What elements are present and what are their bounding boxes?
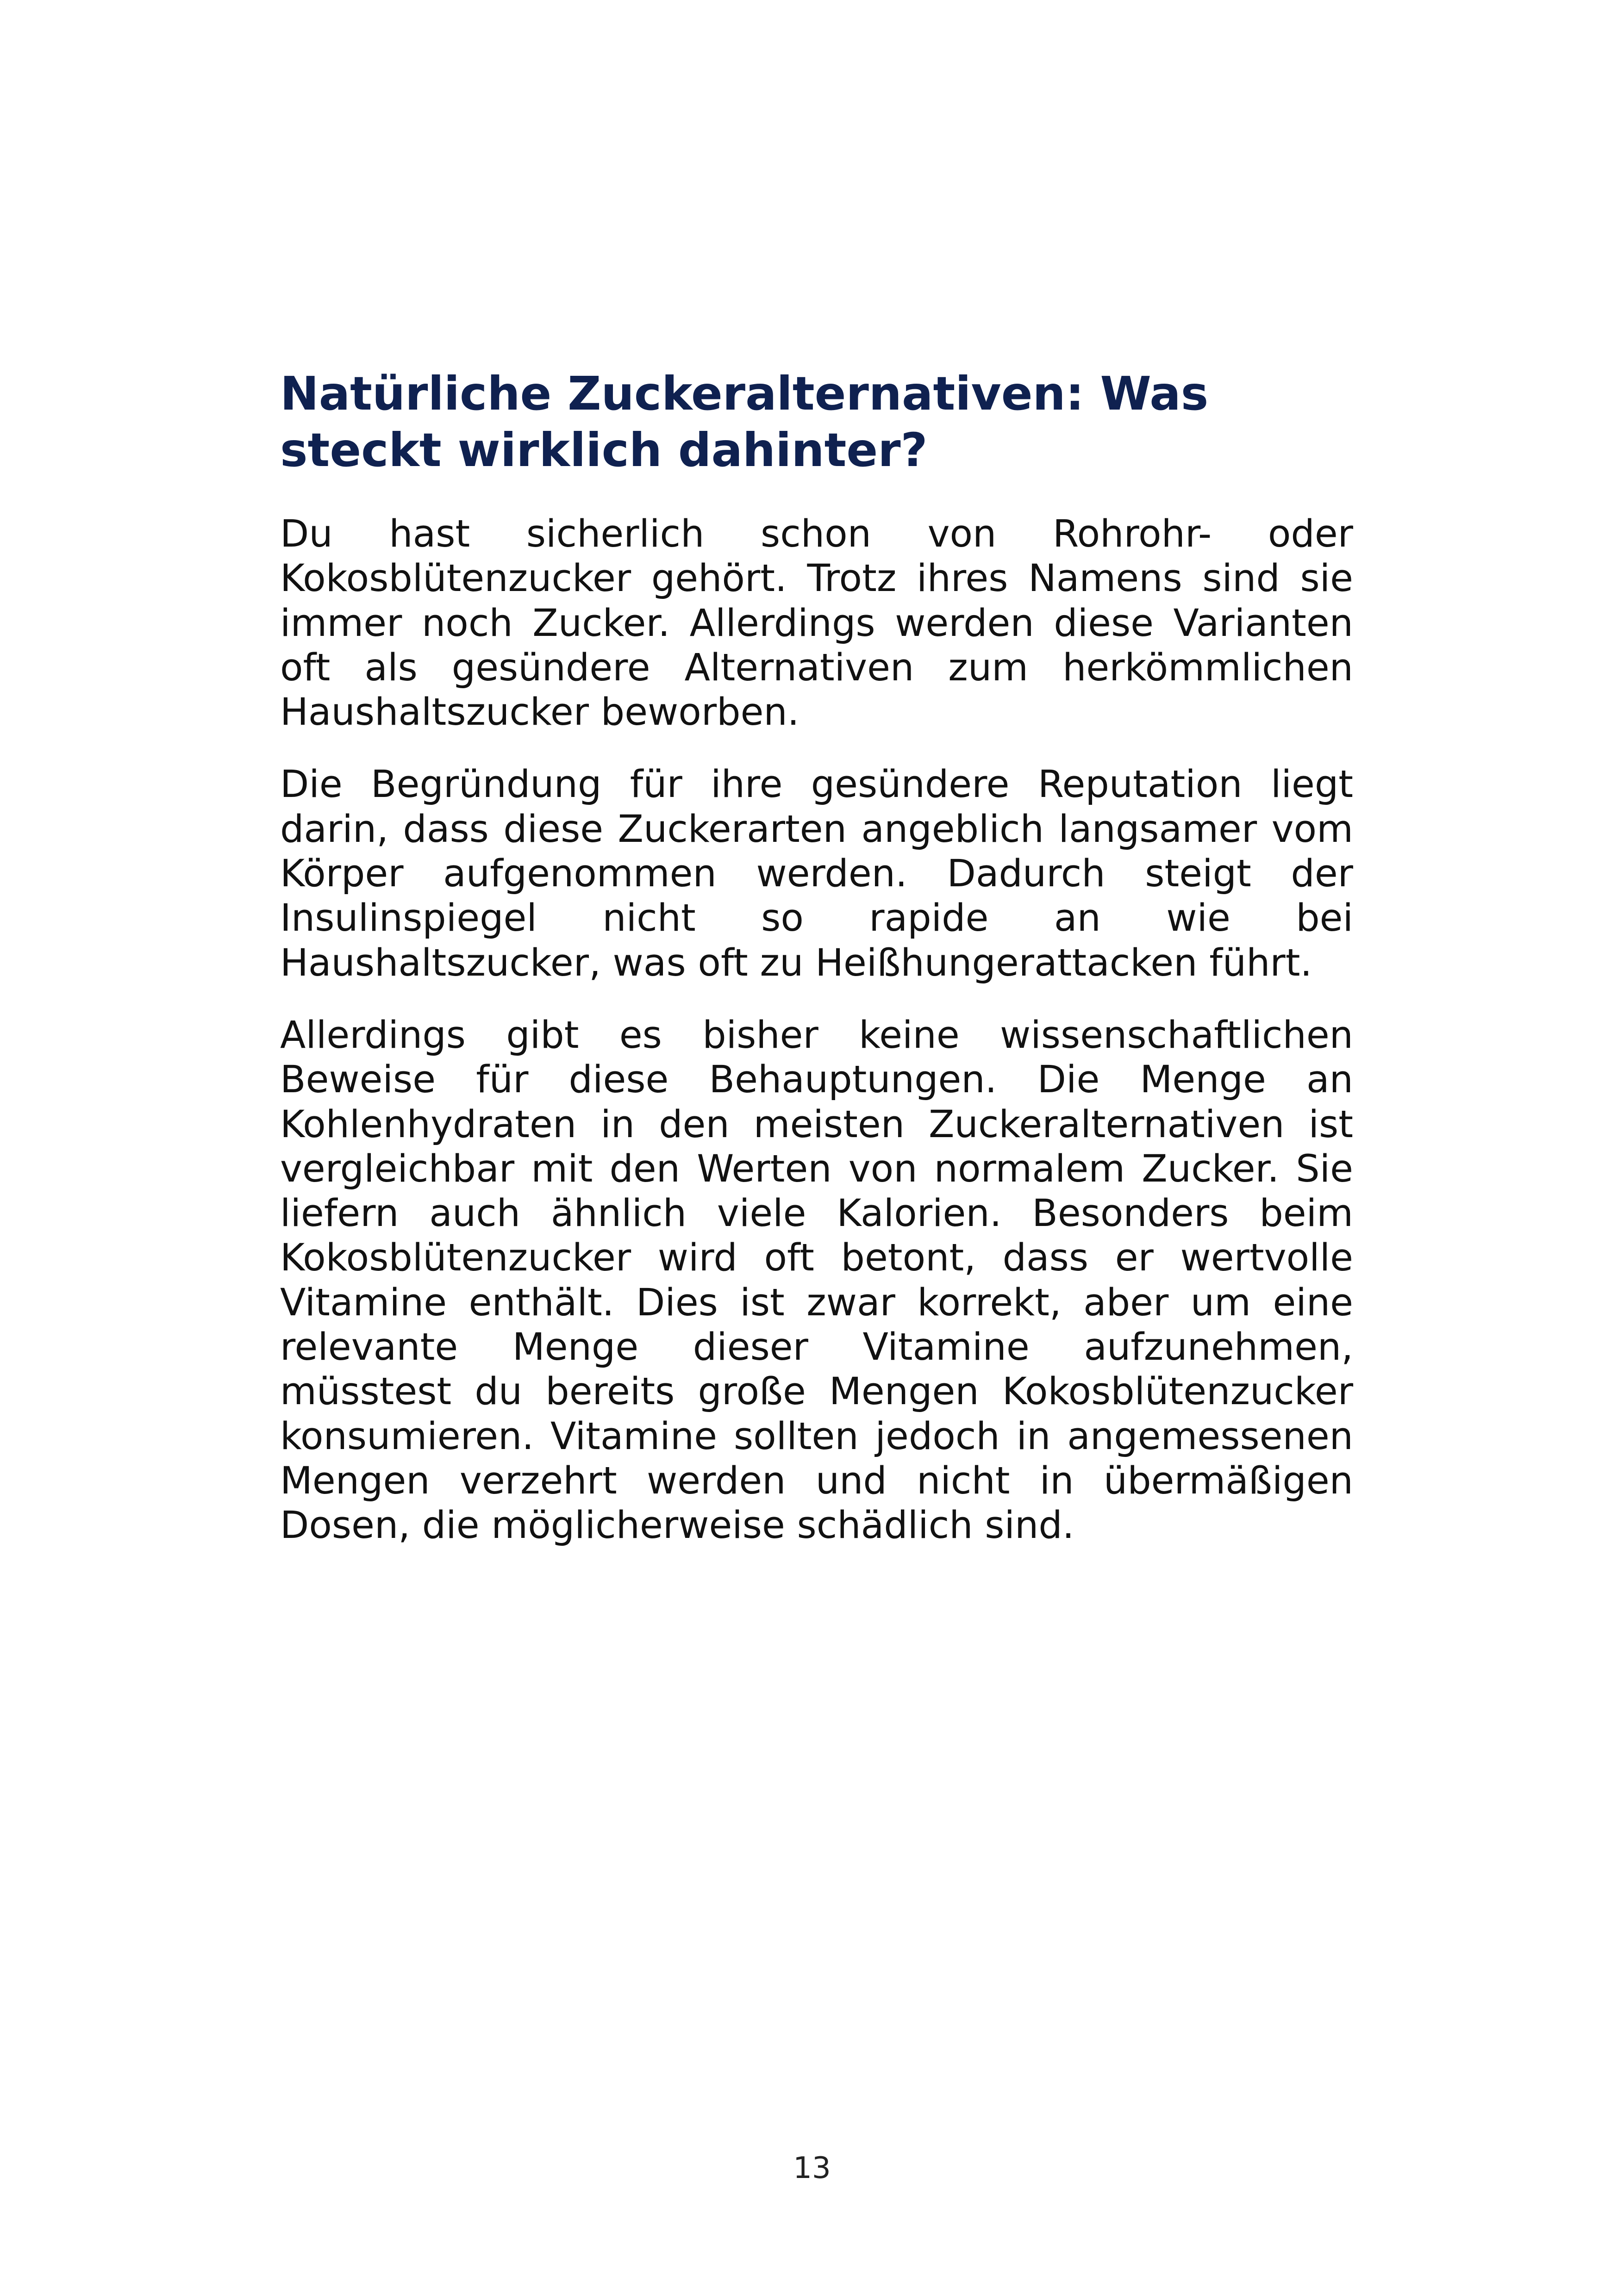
paragraph-1: Du hast sicherlich schon von Rohrohr- oder Kokosblütenzucker gehört. Trotz ihres Namens sind sie immer noch Zucker. Allerdings werden diese Varianten oft als gesündere Alternativen zum herkömmlichen Haushaltszucker beworben. — [280, 512, 1353, 734]
page-number: 13 — [793, 2151, 831, 2185]
paragraph-3: Allerdings gibt es bisher keine wissenschaftlichen Beweise für diese Behauptungen. Die Menge an Kohlenhydraten in den meisten Zuckeralternativen ist vergleichbar mit den Werten von normalem Zucker. Sie liefern auch ähnlich viele Kalorien. Besonders beim Kokosblütenzucker wird oft betont, dass er wertvolle Vitamine enthält. Dies ist zwar korrekt, aber um eine relevante Menge dieser Vitamine aufzunehmen, müsstest du bereits große Mengen Kokosblütenzucker konsumieren. Vitamine sollten jedoch in angemessenen Mengen verzehrt werden und nicht in übermäßigen Dosen, die möglicherweise schädlich sind. — [280, 1013, 1353, 1548]
page-title: Natürliche Zuckeralternativen: Was steckt wirklich dahinter? — [280, 367, 1209, 477]
page-content — [280, 366, 1353, 1548]
paragraph-2: Die Begründung für ihre gesündere Reputation liegt darin, dass diese Zuckerarten angeblich langsamer vom Körper aufgenommen werden. Dadurch steigt der Insulinspiegel nicht so rapide an wie bei Haushaltszucker, was oft zu Heißhungerattacken führt. — [280, 763, 1353, 985]
